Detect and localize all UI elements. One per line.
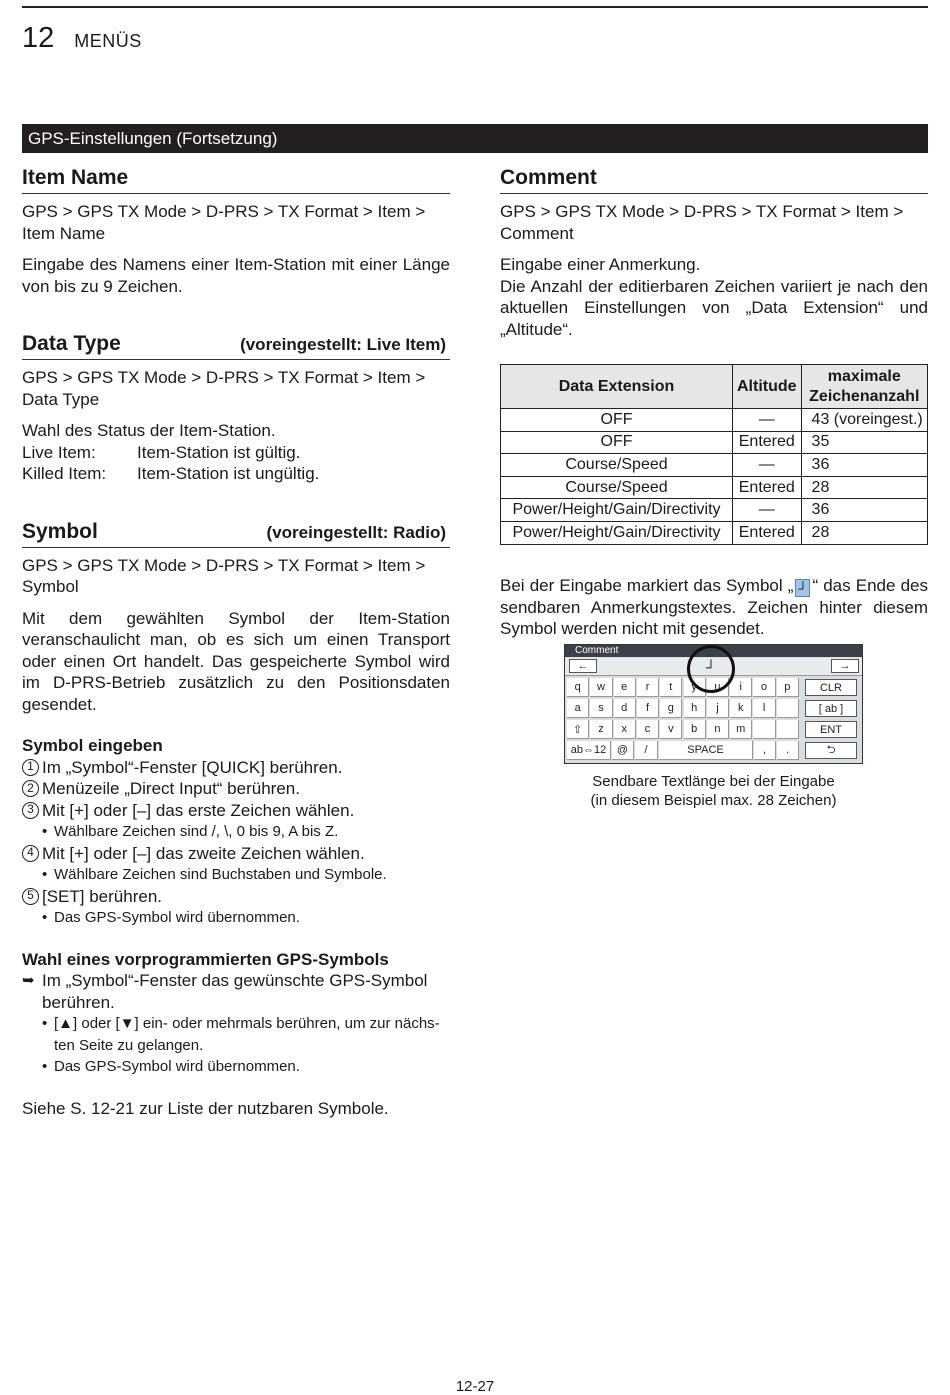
table-header-row <box>501 365 928 409</box>
back-button[interactable]: ⮌ <box>805 742 857 759</box>
data-type-title: Data Type <box>22 332 121 355</box>
note-text: ten Seite zu gelangen. <box>54 1036 204 1054</box>
item-name-path-line1: GPS > GPS TX Mode > D-PRS > TX Format > Item > <box>22 202 426 221</box>
step-2 <box>22 778 450 800</box>
table-row <box>501 476 928 499</box>
option-value: Item-Station ist ungültig. <box>137 464 320 483</box>
step-number: 4 <box>22 845 39 862</box>
note-text: [▲] oder [▼] ein- oder mehrmals berühren, um zur nächs- <box>54 1015 440 1032</box>
step-text: Mit [+] oder [–] das zweite Zeichen wählen. <box>42 843 365 863</box>
keyboard-key[interactable]: h <box>684 699 706 718</box>
end-marker-text-after: “ das Ende des sendbaren Anmerkungstextes. Zeichen hinter diesem Symbol werden nicht mit gesendet. <box>500 575 928 639</box>
keyboard-key[interactable]: p <box>777 678 799 697</box>
highlight-circle <box>687 645 735 693</box>
right-column <box>500 166 928 640</box>
keyboard-key[interactable]: v <box>660 720 682 739</box>
preprog-step-cont <box>22 992 450 1014</box>
step-number: 3 <box>22 802 39 819</box>
caption-line2: (in diesem Beispiel max. 28 Zeichen) <box>590 792 837 809</box>
item-name-heading <box>22 166 450 194</box>
keyboard-key[interactable]: z <box>590 720 612 739</box>
table-cell: 28 <box>801 476 927 499</box>
comment-title: Comment <box>500 166 597 189</box>
note-text: Wählbare Zeichen sind /, \, 0 bis 9, A bis Z. <box>54 823 339 840</box>
end-marker-paragraph <box>500 575 928 640</box>
data-type-path-line2: Data Type <box>22 389 100 409</box>
caption-line1: Sendbare Textlänge bei der Eingabe <box>592 773 835 790</box>
note-text: Wählbare Zeichen sind Buchstaben und Symbole. <box>54 866 387 883</box>
keyboard-key[interactable]: o <box>753 678 775 697</box>
keyboard-key[interactable]: n <box>707 720 729 739</box>
end-marker-text-before: Bei der Eingabe markiert das Symbol „ <box>500 575 794 595</box>
keyboard-key[interactable]: , <box>754 741 776 760</box>
keyboard-key[interactable]: b <box>684 720 706 739</box>
comment-desc-2: Die Anzahl der editierbaren Zeichen variiert je nach den aktuellen Einstellungen von „Data Extension“ und „Altitude“. <box>500 276 928 339</box>
keyboard-key[interactable]: f <box>637 699 659 718</box>
option-value: Item-Station ist gültig. <box>137 442 301 462</box>
table-cell: Entered <box>733 476 802 499</box>
table-row <box>501 454 928 477</box>
symbol-heading <box>22 520 450 548</box>
step-5 <box>22 886 450 908</box>
table-row <box>501 409 928 432</box>
step-4-note: • Wählbare Zeichen sind Buchstaben und Symbole. <box>22 864 450 886</box>
keyboard-title: Comment <box>565 645 862 657</box>
table-cell: OFF <box>501 409 733 432</box>
table-cell: OFF <box>501 431 733 454</box>
keyboard-key[interactable]: t <box>660 678 682 697</box>
table-cell: 43 (voreingest.) <box>801 409 927 432</box>
table-cell: Power/Height/Gain/Directivity <box>501 521 733 544</box>
data-type-path <box>22 367 450 410</box>
data-type-heading <box>22 332 450 360</box>
table-row <box>501 431 928 454</box>
ab-button[interactable]: [ ab ] <box>805 700 857 717</box>
data-type-path-line1: GPS > GPS TX Mode > D-PRS > TX Format > Item > <box>22 368 426 387</box>
comment-path <box>500 201 928 244</box>
data-type-desc: Wahl des Status der Item-Station. <box>22 421 276 440</box>
item-name-title: Item Name <box>22 166 129 189</box>
preprog-heading: Wahl eines vorprogrammierten GPS-Symbols <box>22 949 389 969</box>
keyboard-end-marker: ┘ <box>706 659 716 675</box>
table-cell: Entered <box>733 431 802 454</box>
keyboard-key[interactable]: j <box>707 699 729 718</box>
symbol-enter-heading: Symbol eingeben <box>22 736 163 755</box>
keyboard-key[interactable]: ⇧ <box>567 720 589 739</box>
comment-heading <box>500 166 928 194</box>
keyboard-key[interactable]: x <box>614 720 636 739</box>
keyboard-key[interactable] <box>753 720 775 739</box>
preprog-note-1-cont <box>22 1035 450 1057</box>
section-bar: GPS-Einstellungen (Fortsetzung) <box>22 124 928 153</box>
keyboard-key[interactable]: a <box>567 699 589 718</box>
chapter-header <box>22 22 142 55</box>
keyboard-key[interactable]: @ <box>612 741 634 760</box>
keyboard-key[interactable]: / <box>635 741 658 760</box>
comment-desc-1: Eingabe einer Anmerkung. <box>500 255 701 274</box>
preprog-line2: berühren. <box>42 992 115 1012</box>
item-name-path <box>22 201 450 244</box>
keyboard-key[interactable]: r <box>637 678 659 697</box>
end-marker-icon: ┘ <box>795 579 810 597</box>
step-text: Im „Symbol“-Fenster [QUICK] berühren. <box>42 757 343 777</box>
data-type-option-killed <box>22 463 450 485</box>
table-cell: Course/Speed <box>501 476 733 499</box>
step-1 <box>22 757 450 779</box>
keyboard-key[interactable]: e <box>614 678 636 697</box>
step-text: Menüzeile „Direct Input“ berühren. <box>42 779 300 798</box>
step-number: 2 <box>22 780 39 797</box>
keyboard-key[interactable]: k <box>730 699 752 718</box>
table-cell: — <box>733 499 802 522</box>
keyboard-key[interactable]: d <box>614 699 636 718</box>
step-number: 1 <box>22 759 39 776</box>
step-text: Mit [+] oder [–] das erste Zeichen wählen. <box>42 800 355 820</box>
keyboard-key[interactable]: c <box>637 720 659 739</box>
keyboard-key[interactable]: y <box>684 678 706 697</box>
keyboard-key[interactable] <box>777 699 799 718</box>
chapter-number: 12 <box>22 22 55 54</box>
keyboard-key[interactable]: l <box>753 699 775 718</box>
step-number: 5 <box>22 888 39 905</box>
page-number: 12-27 <box>455 1378 495 1395</box>
clr-button[interactable]: CLR <box>805 679 857 696</box>
right-arrow-button[interactable]: → <box>831 659 859 673</box>
top-rule <box>22 6 928 8</box>
data-extension-table <box>500 364 928 545</box>
data-type-default: (voreingestellt: Live Item) <box>240 335 446 354</box>
symbol-path-line1: GPS > GPS TX Mode > D-PRS > TX Format > Item > <box>22 555 426 575</box>
comment-path-line1: GPS > GPS TX Mode > D-PRS > TX Format > Item > <box>500 202 904 221</box>
step-5-note: • Das GPS-Symbol wird übernommen. <box>22 907 450 929</box>
left-column <box>22 166 450 1119</box>
table-cell: — <box>733 409 802 432</box>
keyboard-key[interactable]: i <box>730 678 752 697</box>
ent-button[interactable]: ENT <box>805 721 857 738</box>
symbol-desc: Mit dem gewählten Symbol der Item-Station veranschaulicht man, ob es sich um einen Transport oder einen Ort handelt. Das gespeicherte Symbol wird im D-PRS-Betrieb zusätzlich zu den Positionsdaten gesendet. <box>22 608 450 714</box>
step-3-note: • Wählbare Zeichen sind /, \, 0 bis 9, A bis Z. <box>22 821 450 843</box>
option-key: Live Item: <box>22 442 96 462</box>
preprog-line1: Im „Symbol“-Fenster das gewünschte GPS-Symbol <box>42 971 428 990</box>
keyboard-key[interactable]: w <box>590 678 612 697</box>
table-cell: 35 <box>801 431 927 454</box>
keyboard-caption <box>564 772 863 810</box>
keyboard-key[interactable]: g <box>660 699 682 718</box>
symbol-title: Symbol <box>22 519 98 543</box>
keyboard-key[interactable]: u <box>707 678 729 697</box>
symbol-default: (voreingestellt: Radio) <box>266 522 446 542</box>
chapter-title: MENÜS <box>74 31 142 51</box>
table-header: Altitude <box>733 365 802 409</box>
keyboard-key[interactable]: . <box>777 741 799 760</box>
keyboard-key[interactable]: q <box>567 678 589 697</box>
keyboard-key[interactable]: m <box>730 720 752 739</box>
arrow-icon: ➥ <box>22 972 35 989</box>
note-text: Das GPS-Symbol wird übernommen. <box>54 909 300 926</box>
comment-path-line2: Comment <box>500 223 574 243</box>
table-row <box>501 499 928 522</box>
preprog-step <box>22 970 450 992</box>
keyboard-key[interactable]: s <box>590 699 612 718</box>
table-cell: — <box>733 454 802 477</box>
option-key: Killed Item: <box>22 464 107 483</box>
left-arrow-button[interactable]: ← <box>569 659 597 673</box>
keyboard-key[interactable]: ab⇔12 <box>567 741 611 760</box>
table-cell: 28 <box>801 521 927 544</box>
table-cell: Power/Height/Gain/Directivity <box>501 499 733 522</box>
table-header: Data Extension <box>501 365 733 409</box>
note-text: Das GPS-Symbol wird übernommen. <box>54 1058 300 1075</box>
keyboard-key[interactable] <box>777 720 799 739</box>
table-cell: 36 <box>801 499 927 522</box>
item-name-desc: Eingabe des Namens einer Item-Station mit einer Länge von bis zu 9 Zeichen. <box>22 255 450 296</box>
item-name-path-line2: Item Name <box>22 223 106 243</box>
table-cell: Course/Speed <box>501 454 733 477</box>
step-4 <box>22 843 450 865</box>
table-cell: 36 <box>801 454 927 477</box>
data-type-option-live <box>22 442 450 464</box>
preprog-note-1: • [▲] oder [▼] ein- oder mehrmals berühren, um zur nächs- <box>22 1013 450 1035</box>
step-text: [SET] berühren. <box>42 886 163 906</box>
table-cell: Entered <box>733 521 802 544</box>
table-header: maximale Zeichenanzahl <box>801 365 927 409</box>
symbol-path <box>22 555 450 598</box>
step-3 <box>22 800 450 822</box>
preprog-note-2: • Das GPS-Symbol wird übernommen. <box>22 1056 450 1078</box>
keyboard-key[interactable]: SPACE <box>659 741 753 760</box>
table-row <box>501 521 928 544</box>
see-also-text: Siehe S. 12-21 zur Liste der nutzbaren Symbole. <box>22 1098 389 1118</box>
symbol-path-line2: Symbol <box>22 577 79 596</box>
